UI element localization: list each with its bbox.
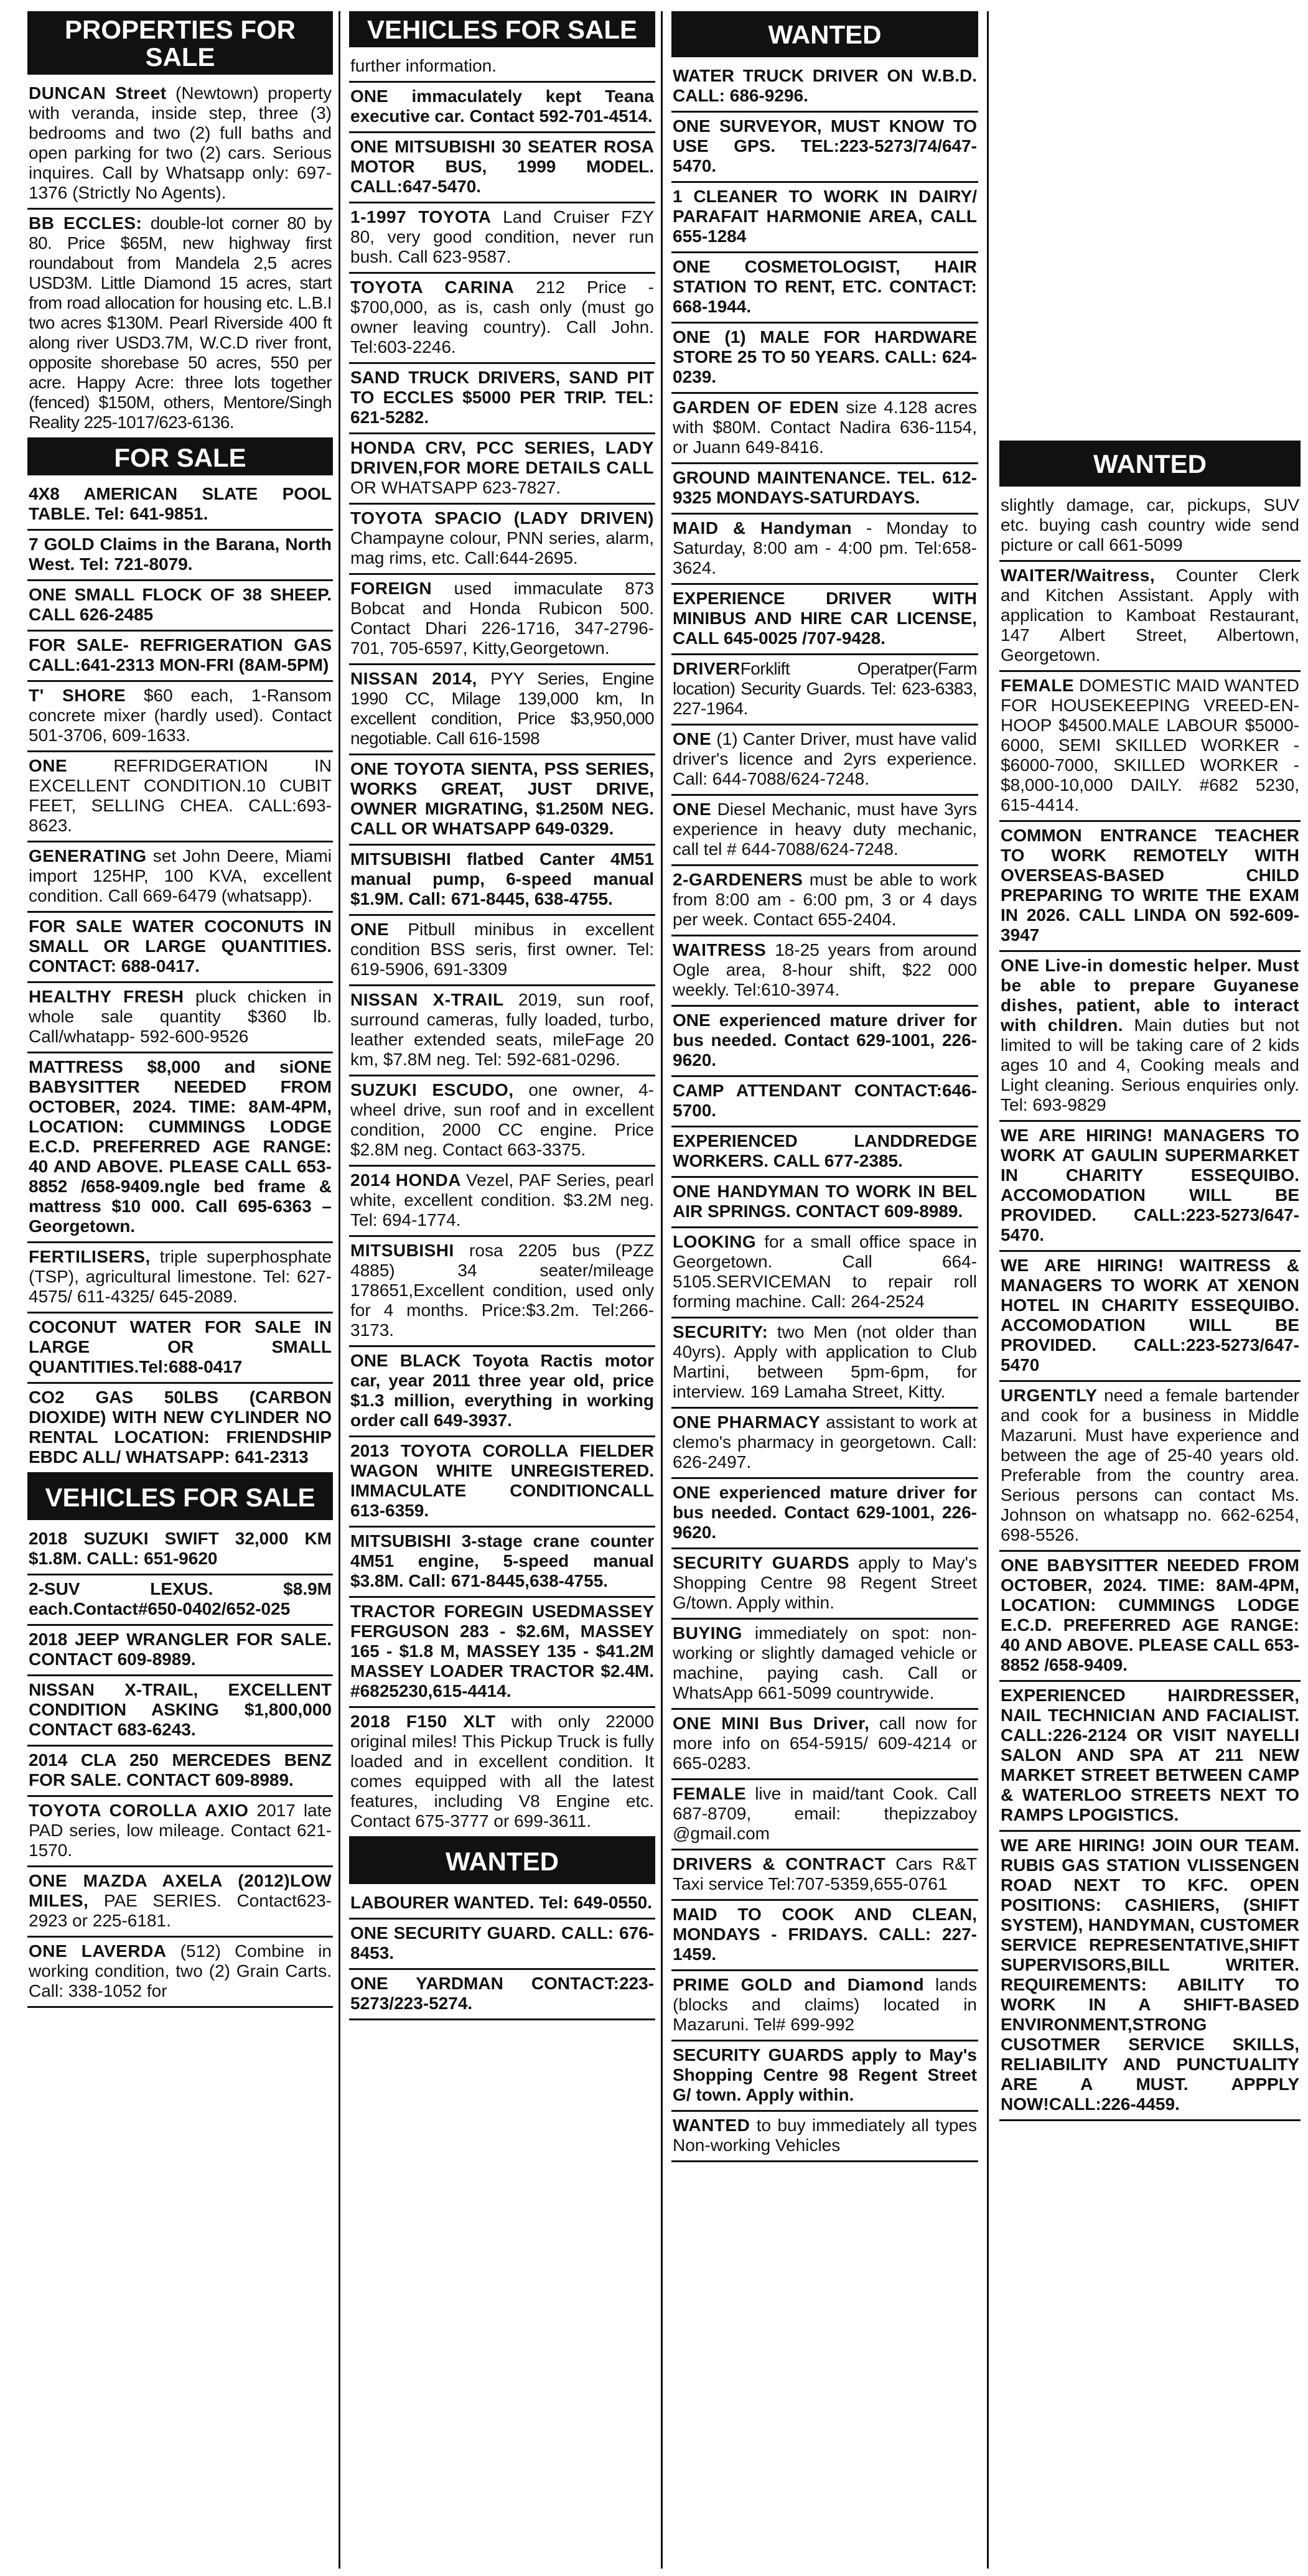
ad-lead: T' SHORE — [29, 686, 126, 705]
classified-ad — [349, 1889, 655, 1920]
ad-lead: ONE MINI Bus Driver, — [673, 1714, 870, 1733]
column-divider — [661, 11, 663, 2569]
ad-text: ONE BABYSITTER NEEDED FROM OCTOBER, 2024. TIME: 8AM-4PM, LOCATION: CUMMINGS LODGE E.C.D. PREFERRED AGE RANGE: 40 AND ABOVE. PLEASE CALL 653-8852 /658-9409. — [1001, 1556, 1299, 1674]
ad-lead: WANTED — [673, 2116, 750, 2135]
ad-text: EXPERIENCED LANDDREDGE WORKERS. CALL 677-2385. — [673, 1131, 977, 1170]
classified-ad — [27, 913, 333, 983]
section-header: VEHICLES FOR SALE — [27, 1474, 333, 1520]
ad-text: MITSUBISHI 3-stage crane counter 4M51 engine, 5-speed manual $3.8M. Call: 671-8445,638-4755. — [350, 1531, 654, 1590]
ad-text: REFRIDGERATION IN EXCELLENT CONDITION.10 CUBIT FEET, SELLING CHEA. CALL:693-8623. — [29, 756, 332, 835]
ad-text: 2018 JEEP WRANGLER FOR SALE. CONTACT 609-8989. — [29, 1630, 332, 1669]
classified-column-4 — [999, 11, 1301, 2569]
ad-lead: TOYOTA SPACIO (LADY DRIVEN) — [350, 508, 654, 528]
classified-ad — [671, 253, 978, 324]
classified-ad — [671, 1127, 978, 1178]
classified-ad — [671, 183, 978, 253]
classified-ad — [27, 632, 333, 682]
ad-text: Pitbull minibus in excellent condition BSS seris, first owner. Tel: 619-5906, 691-3309 — [350, 920, 654, 979]
classified-ad — [27, 1676, 333, 1747]
ad-text: slightly damage, car, pickups, SUV etc. buying cash country wide send picture or call 661-5099 — [1001, 495, 1299, 554]
ad-lead: ONE MAZDA AXELA (2012)LOW MILES, — [29, 1871, 332, 1910]
ad-text: 4X8 AMERICAN SLATE POOL TABLE. Tel: 641-9851. — [29, 484, 332, 523]
classified-ad — [671, 1710, 978, 1780]
ad-text: ONE immaculately kept Teana executive car. Contact 592-701-4514. — [350, 86, 654, 126]
ad-text: 1 CLEANER TO WORK IN DAIRY/ PARAFAIT HARMONIE AREA, CALL 655-1284 — [673, 187, 977, 246]
classified-ad — [999, 562, 1301, 672]
classified-ad — [27, 480, 333, 531]
ad-text: ONE HANDYMAN TO WORK IN BEL AIR SPRINGS. CONTACT 609-8989. — [673, 1182, 977, 1221]
ad-text: used immaculate 873 Bobcat and Honda Rubicon 500. Contact Dhari 226-1716, 347-2796-701, 705-6597, Kitty,Georgetown. — [350, 579, 654, 658]
ad-lead: MITSUBISHI — [350, 1241, 454, 1260]
ad-lead: SUZUKI ESCUDO, — [350, 1080, 514, 1099]
ad-lead: DUNCAN Street — [29, 83, 167, 103]
ad-text: MITSUBISHI flatbed Canter 4M51 manual pump, 6-speed manual $1.9M. Call: 671-8445, 638-4755. — [350, 849, 654, 908]
classified-ad — [349, 1920, 655, 1970]
ad-text: ONE BLACK Toyota Ractis motor car, year 2011 three year old, price $1.3 million, everything in working order call 649-3937. — [350, 1351, 654, 1430]
ad-text: COMMON ENTRANCE TEACHER TO WORK REMOTELY WITH OVERSEAS-BASED CHILD PREPARING TO WRITE THE EXAM IN 2026. CALL LINDA ON 592-609-3947 — [1001, 826, 1299, 945]
section-header: FOR SALE — [27, 439, 333, 475]
ad-text: $60 each, 1-Ransom concrete mixer (hardly used). Contact 501-3706, 609-1633. — [29, 686, 332, 745]
ad-text: pluck chicken in whole sale quantity $360 lb. Call/whatapp- 592-600-9526 — [29, 987, 332, 1046]
ad-text: FOR SALE WATER COCONUTS IN SMALL OR LARGE QUANTITIES. CONTACT: 688-0417. — [29, 917, 332, 976]
classified-ad — [349, 83, 655, 133]
classified-ad — [27, 80, 333, 210]
classified-ad — [671, 1318, 978, 1409]
classified-ad — [27, 531, 333, 581]
classified-ad — [671, 655, 978, 726]
classified-ad — [671, 464, 978, 515]
classified-ad — [671, 1178, 978, 1228]
ad-text: - Monday to Saturday, 8:00 am - 4:00 pm. Tel:658-3624. — [673, 518, 977, 577]
classified-ad — [27, 1314, 333, 1384]
ad-text: Cars R&T Taxi service Tel:707-5359,655-0761 — [673, 1854, 977, 1893]
section-header: WANTED — [671, 11, 978, 57]
ad-text: ONE (1) MALE FOR HARDWARE STORE 25 TO 50 YEARS. CALL: 624-0239. — [673, 327, 977, 386]
ad-text: Diesel Mechanic, must have 3yrs experience in heavy duty mechanic, call tel # 644-7088/624-7248. — [673, 800, 977, 859]
classified-ad — [349, 665, 655, 755]
ad-lead: 2018 F150 XLT — [350, 1712, 496, 1731]
classified-ad — [27, 1747, 333, 1797]
classified-ad — [349, 1437, 655, 1528]
section-header: WANTED — [349, 1838, 655, 1884]
ad-text: 2-SUV LEXUS. $8.9M each.Contact#650-0402/652-025 — [29, 1579, 332, 1618]
ad-text: 7 GOLD Claims in the Barana, North West. Tel: 721-8079. — [29, 534, 332, 574]
classified-ad — [27, 1938, 333, 2008]
classified-ad — [671, 796, 978, 866]
ad-lead: DRIVER — [673, 659, 740, 678]
ad-text: 212 Price - $700,000, as is, cash only (must go owner leaving country). Call John. Tel:603-2246. — [350, 278, 654, 357]
ad-text: (1) Canter Driver, must have valid driver's licence and 2yrs experience. Call: 644-7088/624-7248. — [673, 729, 977, 788]
ad-lead: ONE — [673, 729, 712, 749]
classified-ad — [27, 682, 333, 752]
ad-text: one owner, 4-wheel drive, sun roof and in excellent condition, 2000 CC engine. Price $2.8M neg. Contact 663-3375. — [350, 1080, 655, 1159]
ad-lead: WAITRESS — [673, 940, 767, 959]
ad-text: (512) Combine in working condition, two (2) Grain Carts. Call: 338-1052 for — [29, 1941, 332, 2000]
ad-text: set John Deere, Miami import 125HP, 100 KVA, excellent condition. Call 669-6479 (whatsapp). — [29, 846, 332, 905]
classified-ad — [27, 1384, 333, 1474]
ad-lead: URGENTLY — [1001, 1386, 1098, 1405]
classified-ad — [671, 2042, 978, 2112]
classified-ad — [671, 1077, 978, 1127]
ad-text: Vezel, PAF Series, pearl white, excellent condition. $3.2M neg. Tel: 694-1774. — [350, 1170, 654, 1230]
ad-lead: HEALTHY FRESH — [29, 987, 184, 1006]
classified-ad — [349, 755, 655, 846]
column-divider — [339, 11, 340, 2569]
ad-text: NISSAN X-TRAIL, EXCELLENT CONDITION ASKING $1,800,000 CONTACT 683-6243. — [29, 1680, 332, 1739]
classified-ad — [27, 1626, 333, 1676]
ad-text: triple superphosphate (TSP), agricultural limestone. Tel: 627-4575/ 611-4325/ 645-2089. — [29, 1247, 332, 1306]
classified-ad — [671, 1007, 978, 1077]
classified-ad — [27, 983, 333, 1053]
ad-text: PYY Series, Engine 1990 CC, Milage 139,000 km, In excellent condition, Price $3,950,000 negotiable. Call 616-1598 — [350, 669, 654, 748]
ad-lead: ONE Live-in domestic helper. Must be able to prepare Guyanese dishes, patient, able to interact with children. — [1001, 956, 1299, 1035]
ad-text: live in maid/tant Cook. Call 687-8709, email: thepizzaboy @gmail.com — [673, 1784, 977, 1843]
classified-ad — [27, 1053, 333, 1243]
ad-text: WE ARE HIRING! WAITRESS & MANAGERS TO WORK AT XENON HOTEL IN CHARITY ESSEQUIBO. ACCOMODATION WILL BE PROVIDED. CALL:223-5273/647-5470 — [1001, 1256, 1299, 1374]
classified-ad — [27, 842, 333, 913]
ad-text: EXPERIENCED HAIRDRESSER, NAIL TECHNICIAN AND FACIALIST. CALL:226-2124 OR VISIT NAYELLI SALON AND SPA AT 211 NEW MARKET STREET BETWEEN CAMP & WATERLOO STREETS NEXT TO RAMPS LPOGISTICS. — [1001, 1686, 1299, 1824]
ad-lead: FOREIGN — [350, 579, 432, 598]
ad-text: immediately on spot: non-working or slightly damaged vehicle or machine, paying cash. Call or WhatsApp 661-5099 countrywide. — [673, 1623, 977, 1702]
ad-text: CAMP ATTENDANT CONTACT:646-5700. — [673, 1081, 977, 1120]
ad-lead: TOYOTA CARINA — [350, 278, 515, 297]
classified-ad — [27, 1575, 333, 1626]
ad-text: need a female bartender and cook for a business in Middle Mazaruni. Must have experience and between the age of 25-40 years old. Preferable from the country area. Serious persons can contact Ms. Johnson on whatsapp no. 662-6254, 698-5526. — [1001, 1386, 1299, 1544]
classified-ad — [671, 515, 978, 585]
ad-text: 2014 CLA 250 MERCEDES BENZ FOR SALE. CONTACT 609-8989. — [29, 1750, 332, 1790]
ad-lead: ONE — [29, 756, 68, 775]
ad-text: TRACTOR FOREGIN USEDMASSEY FERGUSON 283 - $2.6M, MASSEY 165 - $1.8 M, MASSEY 135 - $41.2M MASSEY LOADER TRACTOR $2.4M. #6825230,615-4414. — [350, 1602, 654, 1701]
ad-text: ONE TOYOTA SIENTA, PSS SERIES, WORKS GREAT, JUST DRIVE, OWNER MIGRATING, $1.250M NEG. CALL OR WHATSAPP 649-0329. — [350, 759, 654, 838]
ad-text: SECURITY GUARDS apply to May's Shopping Centre 98 Regent Street G/ town. Apply within. — [673, 2045, 977, 2104]
ad-text: GROUND MAINTENANCE. TEL. 612-9325 MONDAYS-SATURDAYS. — [673, 468, 977, 507]
classified-ad — [349, 274, 655, 364]
classified-ad — [671, 1479, 978, 1549]
classified-ad — [349, 434, 655, 505]
ad-text: MAID TO COOK AND CLEAN, MONDAYS - FRIDAYS. CALL: 227-1459. — [673, 1905, 977, 1964]
ad-text: assistant to work at clemo's pharmacy in georgetown. Call: 626-2497. — [673, 1412, 978, 1472]
ad-lead: FEMALE — [1001, 676, 1075, 695]
classified-ad — [349, 364, 655, 434]
classified-ad — [349, 1237, 655, 1347]
ad-text: 2019, sun roof, surround cameras, fully loaded, turbo, leather extended seats, mileFage 20 km, $7.8M neg. Tel: 592-681-0296. — [350, 990, 655, 1069]
ad-text: rosa 2205 bus (PZZ 4885) 34 seater/mileage 178651,Excellent condition, used only for 4 months. Price:$3.2m. Tel:266-3173. — [350, 1241, 654, 1340]
ad-text: SAND TRUCK DRIVERS, SAND PIT TO ECCLES $5000 PER TRIP. TEL: 621-5282. — [350, 368, 654, 427]
classified-ad — [671, 1620, 978, 1710]
ad-lead: WAITER/Waitress, — [1001, 566, 1156, 585]
ad-lead: MAID & Handyman — [673, 518, 853, 538]
classified-column-2 — [349, 11, 655, 2569]
classified-ad — [999, 822, 1301, 952]
ad-lead: LOOKING — [673, 1232, 757, 1251]
classified-ad — [27, 1243, 333, 1314]
classified-ad — [349, 1167, 655, 1237]
classified-ad — [999, 1682, 1301, 1832]
ad-lead: 2014 HONDA — [350, 1170, 461, 1190]
ad-text: Champayne colour, PNN series, alarm, mag rims, etc. Call:644-2695. — [350, 528, 654, 567]
ad-text: Forklift Operatper(Farm location) Security Guards. Tel: 623-6383, 227-1964. — [673, 659, 977, 718]
section-header: PROPERTIES FOR SALE — [27, 11, 333, 75]
classified-ad — [349, 203, 655, 274]
ad-text: apply to May's Shopping Centre 98 Regent Street G/town. Apply within. — [673, 1553, 977, 1612]
ad-text: double-lot corner 80 by 80. Price $65M, new highway first roundabout from Mandela 2,5 acres USD3M. Little Diamond 15 acres, start from road allocation for housing etc. L.B.I two acres $130M. Pearl Riverside 400 ft along river USD3.7M, W.C.D river front, opposite shorebase 50 acres, 550 per acre. Happy Acre: three lots together (fenced) $150M, others, Mentore/Singh Reality 225-1017/623-6136. — [29, 213, 332, 432]
ad-text: WE ARE HIRING! MANAGERS TO WORK AT GAULIN SUPERMARKET IN CHARITY ESSEQUIBO. ACCOMODATION WILL BE PROVIDED. CALL:223-5273/647-5470. — [1001, 1126, 1299, 1244]
ad-text: 2018 SUZUKI SWIFT 32,000 KM $1.8M. CALL: 651-9620 — [29, 1529, 332, 1568]
ad-text: further information. — [350, 56, 497, 75]
ad-text: CO2 GAS 50LBS (CARBON DIOXIDE) WITH NEW CYLINDER NO RENTAL LOCATION: FRIENDSHIP EBDC ALL/ WHATSAPP: 641-2313 — [29, 1388, 332, 1467]
classified-ad — [349, 1708, 655, 1838]
ad-text: ONE SECURITY GUARD. CALL: 676-8453. — [350, 1923, 654, 1962]
ad-lead: GARDEN OF EDEN — [673, 398, 839, 417]
ad-text: with only 22000 original miles! This Pickup Truck is fully loaded and in excellent condition. It comes equipped with all the latest features, including V8 Engine etc. Contact 675-3777 or 699-3611. — [350, 1712, 654, 1831]
classified-ad — [999, 492, 1301, 562]
ad-text: 2013 TOYOTA COROLLA FIELDER WAGON WHITE UNREGISTERED. IMMACULATE CONDITIONCALL 613-6359. — [350, 1441, 654, 1520]
ad-text: call now for more info on 654-5915/ 609-4214 or 665-0283. — [673, 1714, 977, 1773]
classified-ad — [27, 581, 333, 632]
classified-ad — [349, 916, 655, 986]
classified-ad — [27, 752, 333, 842]
column-divider — [987, 11, 989, 2569]
ad-lead: HONDA CRV, PCC SERIES, LADY DRIVEN,FOR MORE DETAILS CALL — [350, 438, 654, 477]
classified-ad — [27, 1525, 333, 1575]
section-header: VEHICLES FOR SALE — [349, 11, 655, 47]
ad-text: ONE COSMETOLOGIST, HAIR STATION TO RENT, ETC. CONTACT: 668-1944. — [673, 257, 977, 316]
classified-ad — [999, 1382, 1301, 1552]
ad-text: COCONUT WATER FOR SALE IN LARGE OR SMALL QUANTITIES.Tel:688-0417 — [29, 1317, 332, 1376]
ad-text: DOMESTIC MAID WANTED FOR HOUSEKEEPING VREED-EN-HOOP $4500.MALE LABOUR $5000-6000, SEMI SKILLED WORKER - $6000-7000, SKILLED WORKER - $8,000-10,000 DAILY. #682 5230, 615-4414. — [1001, 676, 1299, 814]
ad-text: LABOURER WANTED. Tel: 649-0550. — [350, 1893, 652, 1912]
classified-ad — [671, 1971, 978, 2042]
ad-text: two Men (not older than 40yrs). Apply with application to Club Martini, between 5pm-6pm, for interview. 169 Lamaha Street, Kitty. — [673, 1322, 977, 1401]
classified-ad — [671, 936, 978, 1007]
classified-ad — [27, 1867, 333, 1938]
ad-text: WATER TRUCK DRIVER ON W.B.D. CALL: 686-9296. — [673, 66, 977, 105]
ad-lead: BUYING — [673, 1623, 742, 1643]
classified-ad — [671, 1850, 978, 1901]
ad-lead: NISSAN 2014, — [350, 669, 477, 688]
ad-text: for a small office space in Georgetown. Call 664-5105.SERVICEMAN to repair roll forming machine. Call: 264-2524 — [673, 1232, 977, 1311]
ad-text: OR WHATSAPP 623-7827. — [350, 478, 561, 497]
classified-ad — [671, 1780, 978, 1850]
ad-text: Main duties but not limited to will be taking care of 2 kids ages 10 and 4, Cooking meals and Light cleaning. Serious enquiries only. Tel: 693-9829 — [1001, 1015, 1299, 1114]
ad-lead: 2-GARDENERS — [673, 870, 803, 889]
classified-ad — [999, 1832, 1301, 2121]
ad-text: PAE SERIES. Contact623-2923 or 225-6181. — [29, 1891, 332, 1930]
classified-ad — [349, 52, 655, 83]
ad-lead: DRIVERS & CONTRACT — [673, 1854, 886, 1874]
ad-lead: 1-1997 TOYOTA — [350, 207, 492, 226]
ad-text: size 4.128 acres with $80M. Contact Nadira 636-1154, or Juann 649-8416. — [673, 398, 977, 457]
ad-text: to buy immediately all types Non-working Vehicles — [673, 2116, 977, 2155]
classified-ad — [349, 1347, 655, 1437]
classified-ad — [671, 113, 978, 183]
classified-column-3 — [671, 11, 978, 2569]
ad-lead: GENERATING — [29, 846, 147, 866]
classified-ad — [671, 1409, 978, 1479]
classified-ad — [999, 1552, 1301, 1682]
ad-text: 18-25 years from around Ogle area, 8-hour shift, $22 000 weekly. Tel:610-3974. — [673, 940, 977, 999]
ad-text: WE ARE HIRING! JOIN OUR TEAM. RUBIS GAS STATION VLISSENGEN ROAD NEXT TO KFC. OPEN POSITIONS: CASHIERS, (SHIFT SYSTEM), HANDYMAN, CUSTOMER SERVICE REPRESENTATIVE,SHIFT SUPERVISORS,BILL WRITER. REQUIREMENTS: ABILITY TO WORK IN A SHIFT-BASED ENVIRONMENT,STRONG CUSOTMER SERVICE SKILLS, RELIABILITY AND PUNCTUALITY ARE A MUST. APPPLY NOW!CALL:226-4459. — [1001, 1836, 1299, 2114]
ad-lead: ONE — [350, 920, 390, 939]
ad-lead: BB ECCLES: — [29, 213, 142, 233]
ad-text: FOR SALE- REFRIGERATION GAS CALL:641-2313 MON-FRI (8AM-5PM) — [29, 635, 332, 674]
ad-text: must be able to work from 8:00 am - 6:00 pm, 3 or 4 days per week. Contact 655-2404. — [673, 870, 977, 929]
classified-ad — [671, 324, 978, 394]
ad-text: lands (blocks and claims) located in Mazaruni. Tel# 699-992 — [673, 1975, 977, 2034]
classified-ad — [349, 505, 655, 575]
classified-ad — [671, 585, 978, 655]
ad-text: ONE experienced mature driver for bus needed. Contact 629-1001, 226-9620. — [673, 1010, 977, 1070]
classified-ad — [999, 1122, 1301, 1252]
classified-ad — [671, 394, 978, 464]
ad-lead: ONE LAVERDA — [29, 1941, 167, 1961]
ad-lead: PRIME GOLD and Diamond — [673, 1975, 925, 1994]
classified-ad — [349, 1076, 655, 1167]
classified-ad — [349, 1528, 655, 1598]
classified-ad — [671, 1901, 978, 1971]
classified-ad — [27, 210, 333, 439]
classified-ad — [27, 1797, 333, 1867]
ad-text: (Newtown) property with veranda, inside step, three (3) bedrooms and two (2) full baths and open parking for two (2) cars. Serious inquires. Call by Whatsapp only: 697-1376 (Strictly No Agents). — [29, 83, 332, 202]
ad-lead: ONE PHARMACY — [673, 1412, 821, 1432]
ad-text: ONE SURVEYOR, MUST KNOW TO USE GPS. TEL:223-5273/74/647-5470. — [673, 116, 977, 175]
classified-ad — [671, 1549, 978, 1620]
ad-text: ONE YARDMAN CONTACT:223-5273/223-5274. — [350, 1974, 654, 2013]
ad-text: ONE MITSUBISHI 30 SEATER ROSA MOTOR BUS, 1999 MODEL. CALL:647-5470. — [350, 137, 654, 196]
classified-ad — [999, 952, 1301, 1122]
ad-text: 2017 late PAD series, low mileage. Contact 621-1570. — [29, 1801, 332, 1860]
ad-text: ONE experienced mature driver for bus needed. Contact 629-1001, 226-9620. — [673, 1483, 977, 1542]
classified-ad — [349, 1970, 655, 2020]
ad-lead: TOYOTA COROLLA AXIO — [29, 1801, 249, 1820]
classified-ad — [349, 846, 655, 916]
ad-lead: SECURITY: — [673, 1322, 768, 1342]
classified-ad — [671, 62, 978, 113]
ad-text: Land Cruiser FZY 80, very good condition, never run bush. Call 623-9587. — [350, 207, 654, 266]
ad-lead: NISSAN X-TRAIL — [350, 990, 504, 1009]
classified-ad — [671, 866, 978, 936]
ad-lead: SECURITY GUARDS — [673, 1553, 850, 1572]
classified-column-1 — [27, 11, 333, 2569]
ad-lead: FEMALE — [673, 1784, 747, 1803]
classified-ad — [999, 672, 1301, 822]
classified-ad — [671, 2112, 978, 2162]
classified-ad — [671, 1228, 978, 1318]
classified-ad — [349, 986, 655, 1076]
classified-ad — [349, 1598, 655, 1708]
ad-lead: ONE — [673, 800, 712, 819]
ad-lead: FERTILISERS, — [29, 1247, 151, 1266]
classified-ad — [999, 1252, 1301, 1382]
ad-text: Counter Clerk and Kitchen Assistant. Apply with application to Kamboat Restaurant, 147 Albert Street, Albertown, Georgetown. — [1001, 566, 1299, 665]
classified-ad — [349, 133, 655, 203]
ad-text: EXPERIENCE DRIVER WITH MINIBUS AND HIRE CAR LICENSE, CALL 645-0025 /707-9428. — [673, 589, 977, 648]
classified-ad — [349, 575, 655, 665]
ad-text: ONE SMALL FLOCK OF 38 SHEEP. CALL 626-2485 — [29, 585, 332, 624]
ad-text: MATTRESS $8,000 and siONE BABYSITTER NEEDED FROM OCTOBER, 2024. TIME: 8AM-4PM, LOCATION: CUMMINGS LODGE E.C.D. PREFERRED AGE RANGE: 40 AND ABOVE. PLEASE CALL 653-8852 /658-9409.ngle bed frame & mattress $10 000. Call 695-6363 – Georgetown. — [29, 1057, 332, 1236]
classified-ad — [671, 726, 978, 796]
section-header: WANTED — [999, 441, 1301, 487]
